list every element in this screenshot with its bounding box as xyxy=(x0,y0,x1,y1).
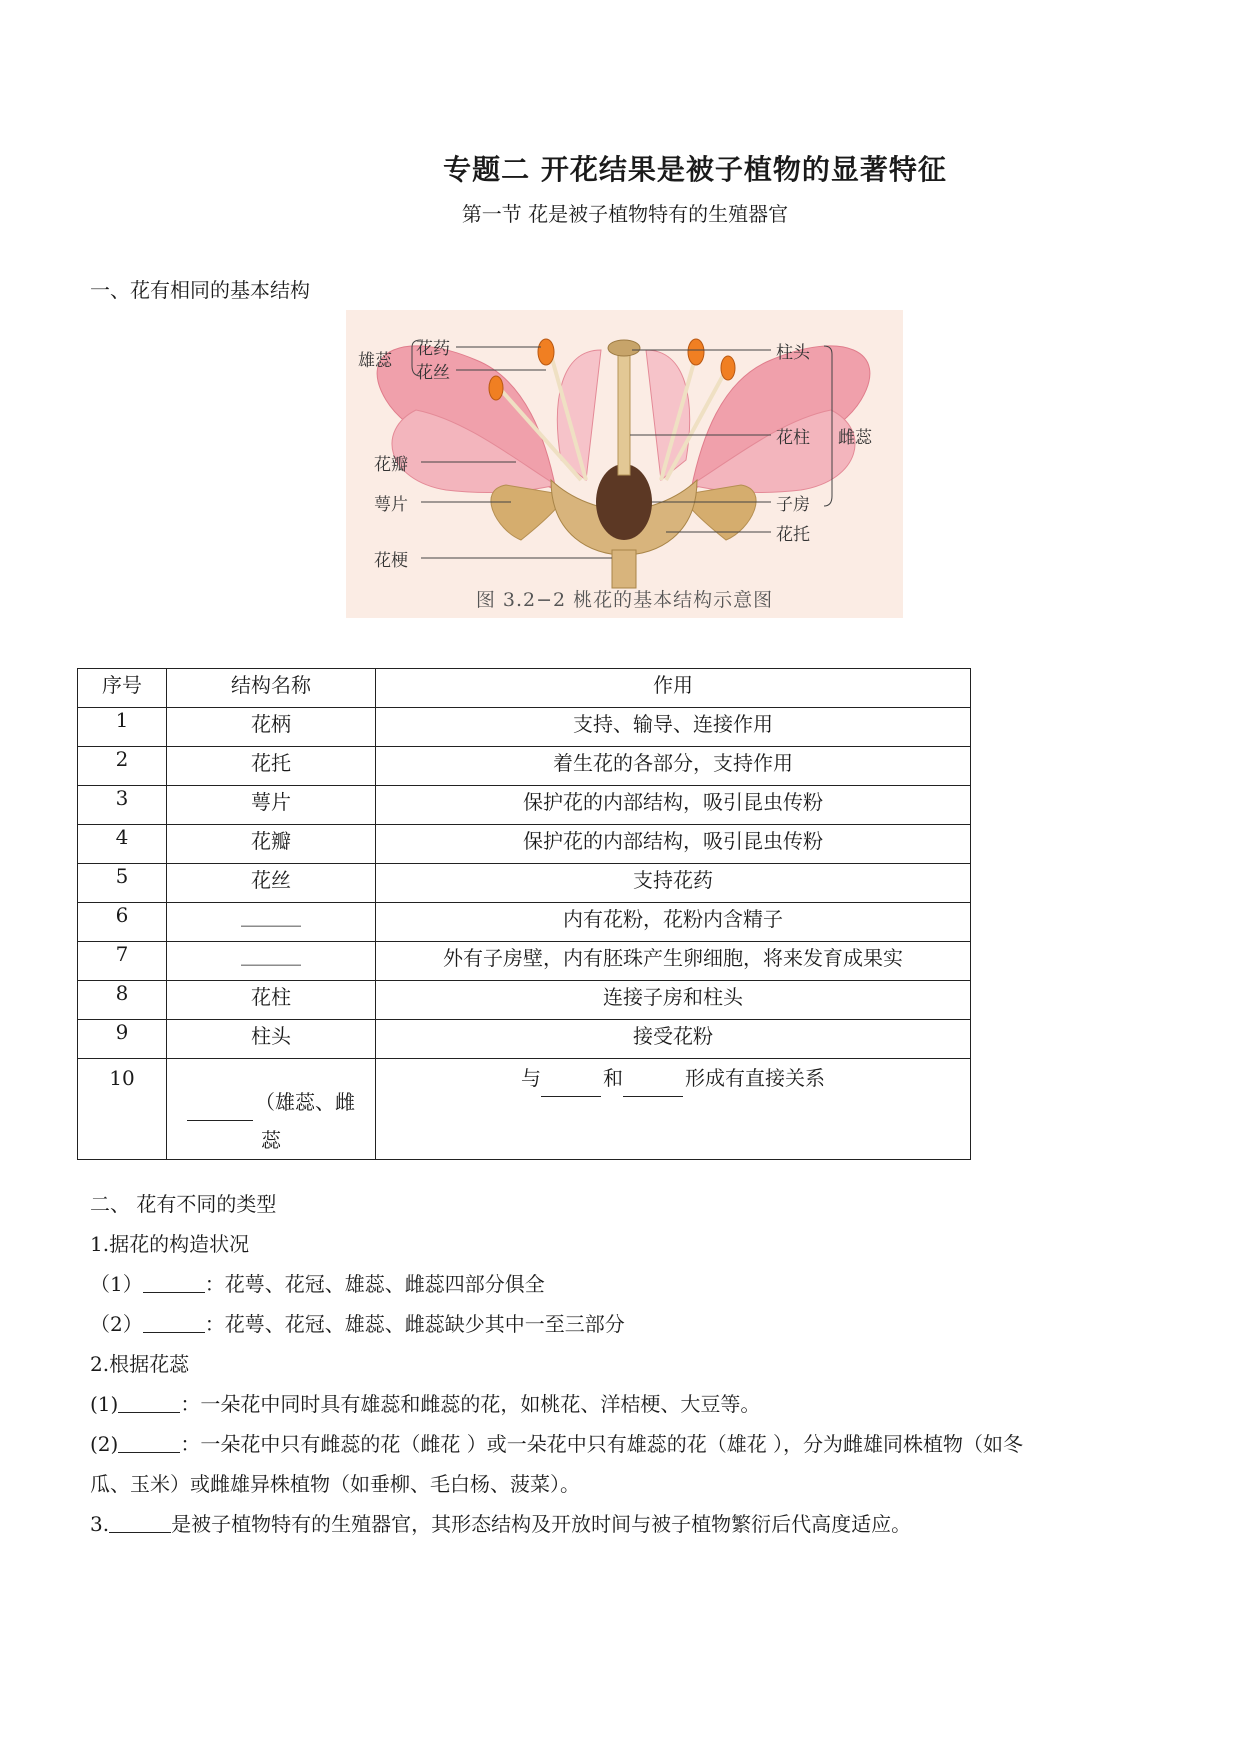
table-row xyxy=(78,864,971,903)
header-function: 作用 xyxy=(376,669,971,708)
fill-blank[interactable] xyxy=(143,1312,205,1333)
cell-function: 着生花的各部分，支持作用 xyxy=(376,747,971,786)
header-name: 结构名称 xyxy=(167,669,376,708)
item-text: ：一朵花中只有雌蕊的花（雌花 ）或一朵花中只有雄蕊的花（雄花 ），分为雌雄同株植物（如冬 xyxy=(180,1432,1024,1456)
cell-no: 4 xyxy=(78,825,167,864)
cell-function-row10 xyxy=(376,1059,971,1160)
item-complete-flower xyxy=(90,1268,545,1297)
row10-name-suffix: （雄蕊、雌 xyxy=(255,1090,355,1114)
subsection-2-2: 2.根据花蕊 xyxy=(90,1352,190,1376)
table-row xyxy=(78,1020,971,1059)
cell-name: 花柄 xyxy=(167,708,376,747)
flower-structure-table xyxy=(77,668,971,1160)
table-row xyxy=(78,825,971,864)
cell-no: 3 xyxy=(78,786,167,825)
cell-function: 保护花的内部结构，吸引昆虫传粉 xyxy=(376,825,971,864)
item-flower-definition xyxy=(90,1508,911,1537)
table-row xyxy=(78,981,971,1020)
row10-name-line2: 蕊 xyxy=(261,1128,281,1152)
row10-func-a: 与 xyxy=(521,1066,541,1090)
item-unisexual-continued: 瓜、玉米）或雌雄异株植物（如垂柳、毛白杨、菠菜）。 xyxy=(90,1472,580,1496)
cell-no: 5 xyxy=(78,864,167,903)
table-row xyxy=(78,903,971,942)
label-ovary: 子房 xyxy=(776,495,810,515)
cell-function: 支持、输导、连接作用 xyxy=(376,708,971,747)
label-pistil: 雌蕊 xyxy=(838,428,872,448)
table-header-row xyxy=(78,669,971,708)
header-no: 序号 xyxy=(78,669,167,708)
label-receptacle: 花托 xyxy=(776,525,810,545)
cell-name: 花瓣 xyxy=(167,825,376,864)
fill-blank[interactable] xyxy=(109,1512,171,1533)
label-pedicel: 花梗 xyxy=(374,551,408,571)
cell-function: 接受花粉 xyxy=(376,1020,971,1059)
item-text: ：花萼、花冠、雄蕊、雌蕊四部分俱全 xyxy=(204,1272,545,1296)
item-text: 是被子植物特有的生殖器官，其形态结构及开放时间与被子植物繁衍后代高度适应。 xyxy=(171,1512,912,1536)
fill-blank[interactable] xyxy=(187,1100,253,1121)
label-filament: 花丝 xyxy=(416,363,450,383)
item-incomplete-flower xyxy=(90,1308,625,1337)
fill-blank[interactable] xyxy=(118,1392,180,1413)
cell-name-blank[interactable]: ______ xyxy=(167,942,376,981)
table-row xyxy=(78,786,971,825)
table-row xyxy=(78,942,971,981)
label-stamen: 雄蕊 xyxy=(358,351,392,371)
item-prefix: （2） xyxy=(90,1312,143,1336)
cell-no: 8 xyxy=(78,981,167,1020)
section-subtitle: 第一节 花是被子植物特有的生殖器官 xyxy=(461,202,789,226)
fill-blank[interactable] xyxy=(143,1272,205,1293)
table-row xyxy=(78,747,971,786)
row10-func-c: 形成有直接关系 xyxy=(685,1066,825,1090)
row10-func-b: 和 xyxy=(603,1066,623,1090)
cell-name-row10 xyxy=(167,1059,376,1160)
label-sepal: 萼片 xyxy=(374,495,408,515)
cell-no: 1 xyxy=(78,708,167,747)
table-row xyxy=(78,708,971,747)
cell-name: 花托 xyxy=(167,747,376,786)
fill-blank[interactable] xyxy=(541,1076,601,1097)
cell-name-blank[interactable]: ______ xyxy=(167,903,376,942)
cell-function: 外有子房壁，内有胚珠产生卵细胞，将来发育成果实 xyxy=(376,942,971,981)
cell-no: 9 xyxy=(78,1020,167,1059)
cell-name: 花柱 xyxy=(167,981,376,1020)
cell-function: 连接子房和柱头 xyxy=(376,981,971,1020)
item-prefix: (1) xyxy=(90,1392,119,1416)
cell-no: 2 xyxy=(78,747,167,786)
label-style: 花柱 xyxy=(776,428,810,448)
item-prefix: 3. xyxy=(90,1512,110,1536)
cell-function: 内有花粉，花粉内含精子 xyxy=(376,903,971,942)
table-row-10 xyxy=(78,1059,971,1160)
cell-name: 柱头 xyxy=(167,1020,376,1059)
label-petal: 花瓣 xyxy=(374,455,408,475)
item-prefix: （1） xyxy=(90,1272,143,1296)
item-unisexual-flower xyxy=(90,1428,1023,1457)
document-title: 专题二 开花结果是被子植物的显著特征 xyxy=(443,153,947,186)
figure-caption: 图 3.2−2 桃花的基本结构示意图 xyxy=(475,589,774,611)
item-prefix: (2) xyxy=(90,1432,119,1456)
cell-no: 7 xyxy=(78,942,167,981)
peach-flower-diagram xyxy=(346,310,903,618)
section-heading-2: 二、 花有不同的类型 xyxy=(90,1192,277,1216)
fill-blank[interactable] xyxy=(118,1432,180,1453)
cell-function: 保护花的内部结构，吸引昆虫传粉 xyxy=(376,786,971,825)
cell-name: 花丝 xyxy=(167,864,376,903)
fill-blank[interactable] xyxy=(623,1076,683,1097)
item-text: ：一朵花中同时具有雄蕊和雌蕊的花，如桃花、洋桔梗、大豆等。 xyxy=(180,1392,761,1416)
section-heading-1: 一、花有相同的基本结构 xyxy=(90,278,310,302)
label-stigma: 柱头 xyxy=(776,343,810,363)
cell-function: 支持花药 xyxy=(376,864,971,903)
cell-no: 10 xyxy=(78,1059,167,1160)
subsection-2-1: 1.据花的构造状况 xyxy=(90,1232,250,1256)
label-anther: 花药 xyxy=(416,339,450,359)
cell-no: 6 xyxy=(78,903,167,942)
cell-name: 萼片 xyxy=(167,786,376,825)
item-bisexual-flower xyxy=(90,1388,760,1417)
item-text: ：花萼、花冠、雄蕊、雌蕊缺少其中一至三部分 xyxy=(204,1312,625,1336)
